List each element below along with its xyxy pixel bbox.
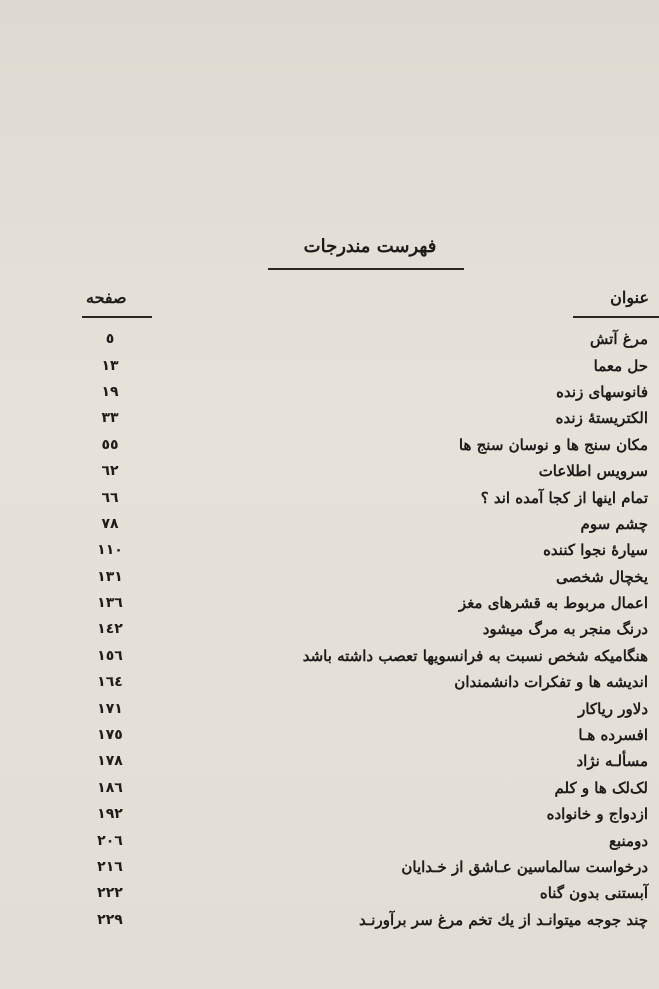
entry-title: درخواست سالماسین عـاشق از خـدایان (401, 858, 648, 876)
entry-title: ازدواج و خانواده (546, 805, 648, 824)
toc-row (80, 827, 652, 853)
toc-row (80, 590, 652, 616)
page-number: ٧٨ (101, 515, 119, 532)
page-number: ١٣١ (97, 568, 123, 585)
entry-title: دلاور ریاکار (578, 699, 648, 718)
page-number: ١٣ (101, 357, 119, 374)
entry-title: چشم سوم (580, 514, 648, 533)
entry-title: مسألـه نژاد (576, 752, 648, 771)
entry-title: حل معما (593, 356, 648, 375)
toc-row (80, 748, 652, 774)
page-number: ٢٠٦ (97, 832, 123, 849)
page-number: ١٣٦ (97, 595, 123, 612)
page-number: ٢٢٩ (97, 911, 123, 928)
page-number: ٢١٦ (97, 859, 123, 875)
toc-row (80, 405, 652, 431)
entry-title: یخچال شخصی (556, 567, 648, 586)
toc-row (80, 616, 652, 642)
entry-title: سیارهٔ نجوا کننده (543, 541, 648, 560)
page-number: ٣٣ (101, 410, 119, 427)
toc-row (80, 511, 652, 537)
page-number: ١٦٤ (97, 674, 123, 691)
entry-title: درنگ منجر به مرگ میشود (482, 620, 648, 639)
entry-title: الکتریستهٔ زنده (555, 409, 648, 428)
toc-row (80, 458, 652, 484)
entry-title: چند جوجه میتوانـد از یك تخم مرغ سر برآورنـد (359, 910, 648, 929)
page-column-header: صفحه (86, 288, 127, 307)
toc-row (80, 801, 652, 827)
toc-title: فهرست مندرجات (303, 236, 437, 257)
toc-row (80, 326, 652, 352)
toc-row (80, 432, 652, 458)
heading-column-header: عنوان (610, 288, 649, 307)
entry-title: لک‌لک ها و کلم (554, 778, 648, 797)
page-number: ١٨٦ (97, 779, 123, 796)
entry-title: افسرده هـا (578, 726, 648, 745)
entry-title: مکان سنج ها و نوسان سنج ها (458, 435, 648, 454)
entry-title: هنگامیکه شخص نسبت به فرانسویها تعصب داشته باشد (302, 646, 648, 665)
title-underline (268, 268, 464, 270)
entry-title: اعمال مربوط به قشرهای مغز (458, 594, 648, 613)
toc-row (80, 537, 652, 563)
entry-title: سرویس اطلاعات (538, 462, 648, 481)
page-number: ١٧٥ (97, 727, 123, 744)
page-number: ٥ (105, 331, 115, 348)
page-number: ١١٠ (97, 542, 123, 559)
entry-title: دومنبع (609, 831, 648, 850)
page-number: ٦٦ (101, 489, 119, 506)
toc-row (80, 722, 652, 748)
toc-row (80, 379, 652, 405)
entry-title: فانوسهای زنده (556, 382, 648, 401)
toc-row (80, 352, 652, 378)
entry-title: آبستنی بدون گناه (539, 884, 648, 903)
page-number: ٥٥ (101, 436, 119, 453)
page-number: ١٧٨ (97, 753, 123, 770)
page-number: ١٥٦ (97, 647, 123, 664)
toc-row (80, 669, 652, 695)
toc-row (80, 854, 652, 880)
entry-title: تمام اینها از کجا آمده اند ؟ (480, 488, 648, 507)
toc-row (80, 695, 652, 721)
page-number: ١٩ (101, 383, 119, 400)
toc-row (80, 880, 652, 906)
page-number: ٢٢٢ (97, 885, 123, 902)
page-number: ١٤٢ (97, 621, 123, 638)
page-number: ١٧١ (97, 700, 123, 717)
toc-list (80, 326, 652, 933)
toc-row (80, 484, 652, 510)
entry-title: اندیشه ها و تفکرات دانشمندان (454, 673, 648, 692)
page-column-rule (82, 316, 152, 318)
toc-row (80, 775, 652, 801)
toc-row (80, 643, 652, 669)
toc-row (80, 907, 652, 933)
page-number: ١٩٢ (97, 806, 123, 823)
entry-title: مرغ آتش (590, 330, 648, 349)
toc-row (80, 564, 652, 590)
heading-column-rule (573, 316, 659, 318)
page-number: ٦٢ (101, 463, 119, 480)
